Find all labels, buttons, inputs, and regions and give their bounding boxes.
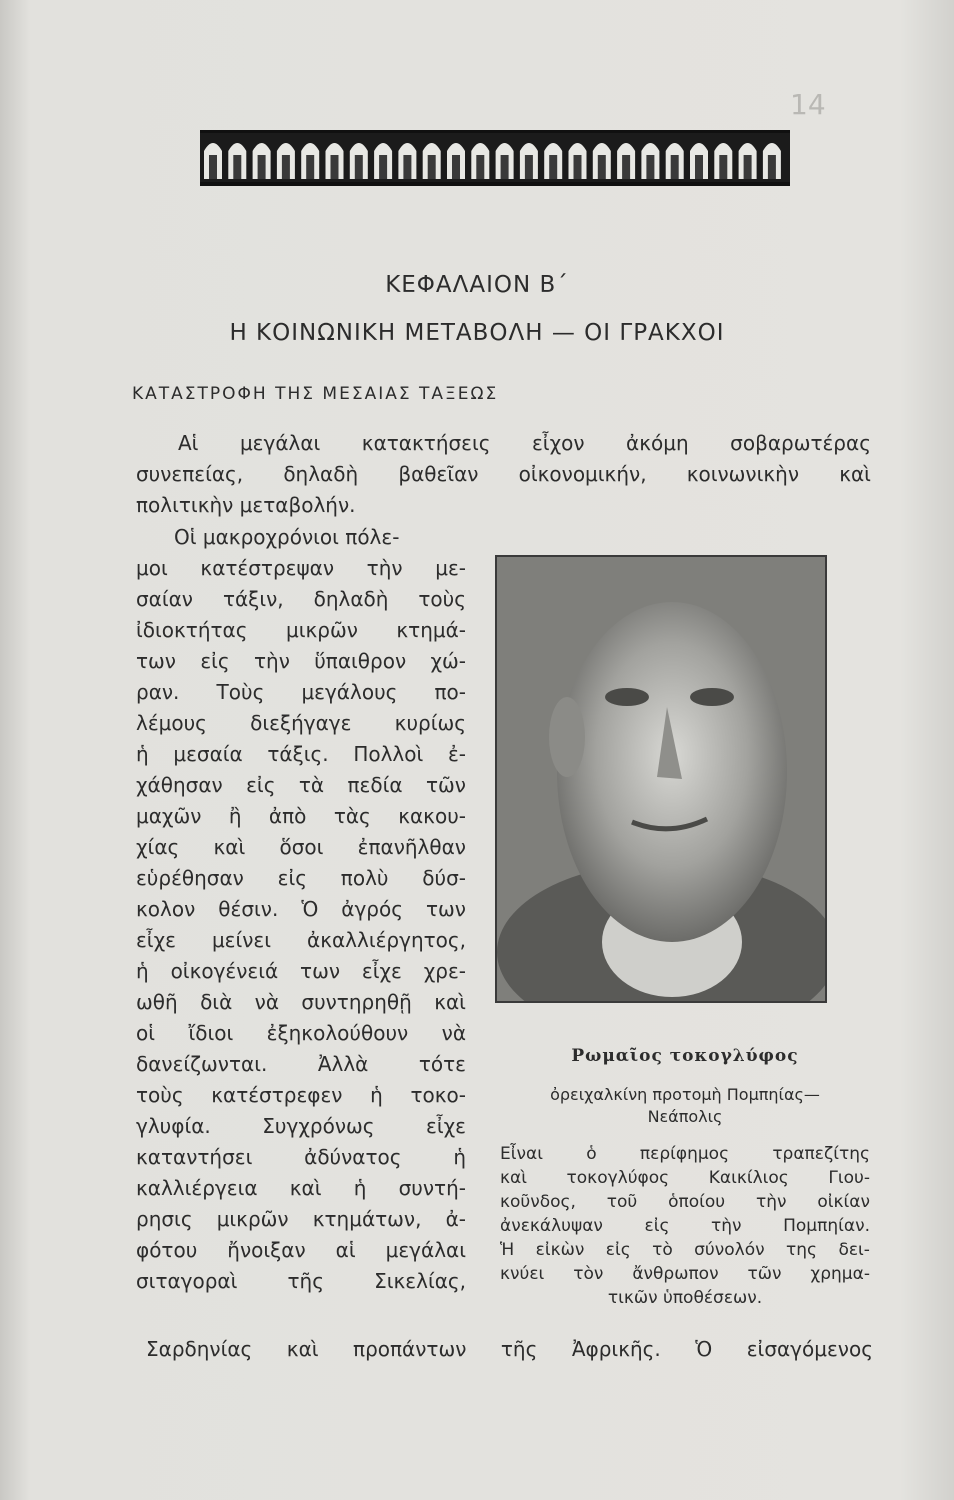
bleed-through-page-number: 14 <box>790 88 826 121</box>
frieze-column <box>574 155 582 179</box>
final-line: Σαρδηνίας καὶ προπάντων τῆς Ἀφρικῆς. Ὁ εἰσαγόμενος <box>146 1337 873 1361</box>
column-line: φότου ἤνοιξαν αἱ μεγάλαι <box>136 1238 466 1262</box>
column-line: μοι κατέστρεψαν τὴν με- <box>136 556 466 580</box>
frieze-column <box>355 155 363 179</box>
caption-body-line: κοῦνδος, τοῦ ὁποίου τὴν οἰκίαν <box>500 1192 870 1212</box>
column-line: μαχῶν ἢ ἀπὸ τὰς κακου- <box>136 804 466 828</box>
frieze-column <box>428 155 436 179</box>
frieze-column <box>476 155 484 179</box>
column-line: ραν. Τοὺς μεγάλους πο- <box>136 680 466 704</box>
column-line: εἶχε μείνει ἀκαλλιέργητος, <box>136 928 466 952</box>
frieze-column <box>403 155 411 179</box>
caption-source <box>495 1084 875 1128</box>
caption-source-line: Νεάπολις <box>647 1107 723 1126</box>
frieze-column <box>768 155 776 179</box>
frieze-column <box>209 155 217 179</box>
frieze-column <box>622 155 630 179</box>
caption-body-line: τικῶν ὑποθέσεων. <box>607 1288 763 1308</box>
frieze-column <box>549 155 557 179</box>
column-line: γλυφία. Συγχρόνως εἶχε <box>136 1114 466 1138</box>
column-line: δανείζωνται. Ἀλλὰ τότε <box>136 1052 466 1076</box>
column-line: ἡ οἰκογένειά των εἶχε χρε- <box>136 959 466 983</box>
intro-line: Αἱ μεγάλαι κατακτήσεις εἶχον ἀκόμη σοβαρωτέρας <box>178 431 871 455</box>
frieze-column <box>501 155 509 179</box>
frieze-column <box>598 155 606 179</box>
column-line: εὑρέθησαν εἰς πολὺ δύσ- <box>136 866 466 890</box>
frieze-column <box>646 155 654 179</box>
frieze-column <box>671 155 679 179</box>
frieze-column <box>525 155 533 179</box>
column-line: σιταγοραὶ τῆς Σικελίας, <box>136 1269 466 1293</box>
column-line: καλλιέργεια καὶ ἡ συντή- <box>136 1176 466 1200</box>
intro-line: συνεπείας, δηλαδὴ βαθεῖαν οἰκονομικήν, κοινωνικὴν καὶ <box>136 462 871 486</box>
column-line: σαίαν τάξιν, δηλαδὴ τοὺς <box>136 587 466 611</box>
caption-source-line: ὀρειχαλκίνη προτομὴ Πομπηίας— <box>550 1085 820 1104</box>
caption-title: Ρωμαῖος τοκογλύφος <box>571 1046 799 1066</box>
caption-body-line: ἀνεκάλυψαν εἰς τὴν Πομπηίαν. <box>500 1216 870 1236</box>
chapter-title: Η ΚΟΙΝΩΝΙΚΗ ΜΕΤΑΒΟΛΗ — ΟΙ ΓΡΑΚΧΟΙ <box>229 320 725 346</box>
caption-body-line: Εἶναι ὁ περίφημος τραπεζίτης <box>500 1144 870 1164</box>
frieze-column <box>452 155 460 179</box>
frieze-column <box>744 155 752 179</box>
column-line: ωθῆ διὰ νὰ συντηρηθῇ καὶ <box>136 990 466 1014</box>
column-line: χίας καὶ ὅσοι ἐπανῆλθαν <box>136 835 466 859</box>
frieze-column <box>233 155 241 179</box>
frieze-column <box>695 155 703 179</box>
intro-line: πολιτικὴν μεταβολήν. <box>136 493 356 517</box>
intro-paragraph <box>136 428 871 521</box>
caption-body <box>500 1142 870 1310</box>
column-line: ἰδιοκτήτας μικρῶν κτημά- <box>136 618 466 642</box>
column-line: κολον θέσιν. Ὁ ἀγρός των <box>136 897 466 921</box>
frieze-column <box>331 155 339 179</box>
portrait-photo <box>495 555 827 1003</box>
column-paragraph <box>136 522 466 1297</box>
caption-body-line: καὶ τοκογλύφος Καικίλιος Γιου- <box>500 1168 870 1188</box>
caption-body-line: κνύει τὸν ἄνθρωπον τῶν χρημα- <box>500 1264 870 1284</box>
frieze-column <box>306 155 314 179</box>
column-line: χάθησαν εἰς τὰ πεδία τῶν <box>136 773 466 797</box>
frieze-column <box>282 155 290 179</box>
column-line: των εἰς τὴν ὕπαιθρον χώ- <box>136 649 466 673</box>
decorative-frieze <box>200 130 790 186</box>
column-line: ἡ μεσαία τάξις. Πολλοὶ ἐ- <box>136 742 466 766</box>
column-line: Οἱ μακροχρόνιοι πόλε- <box>174 525 400 549</box>
column-line: καταντήσει ἀδύνατος ἡ <box>136 1145 466 1169</box>
caption-body-line: Ἡ εἰκὼν εἰς τὸ σύνολόν της δει- <box>500 1240 870 1260</box>
column-line: οἱ ἴδιοι ἐξηκολούθουν νὰ <box>136 1021 466 1045</box>
frieze-column <box>379 155 387 179</box>
chapter-heading: ΚΕΦΑΛΑΙΟΝ Β΄ <box>385 272 569 298</box>
column-line: λέμους διεξήγαγε κυρίως <box>136 711 466 735</box>
column-line: τοὺς κατέστρεφεν ἡ τοκο- <box>136 1083 466 1107</box>
section-subtitle: ΚΑΤΑΣΤΡΟΦΗ ΤΗΣ ΜΕΣΑΙΑΣ ΤΑΞΕΩΣ <box>132 384 499 404</box>
column-line: ρησις μικρῶν κτημάτων, ἀ- <box>136 1207 466 1231</box>
frieze-column <box>258 155 266 179</box>
frieze-column <box>719 155 727 179</box>
